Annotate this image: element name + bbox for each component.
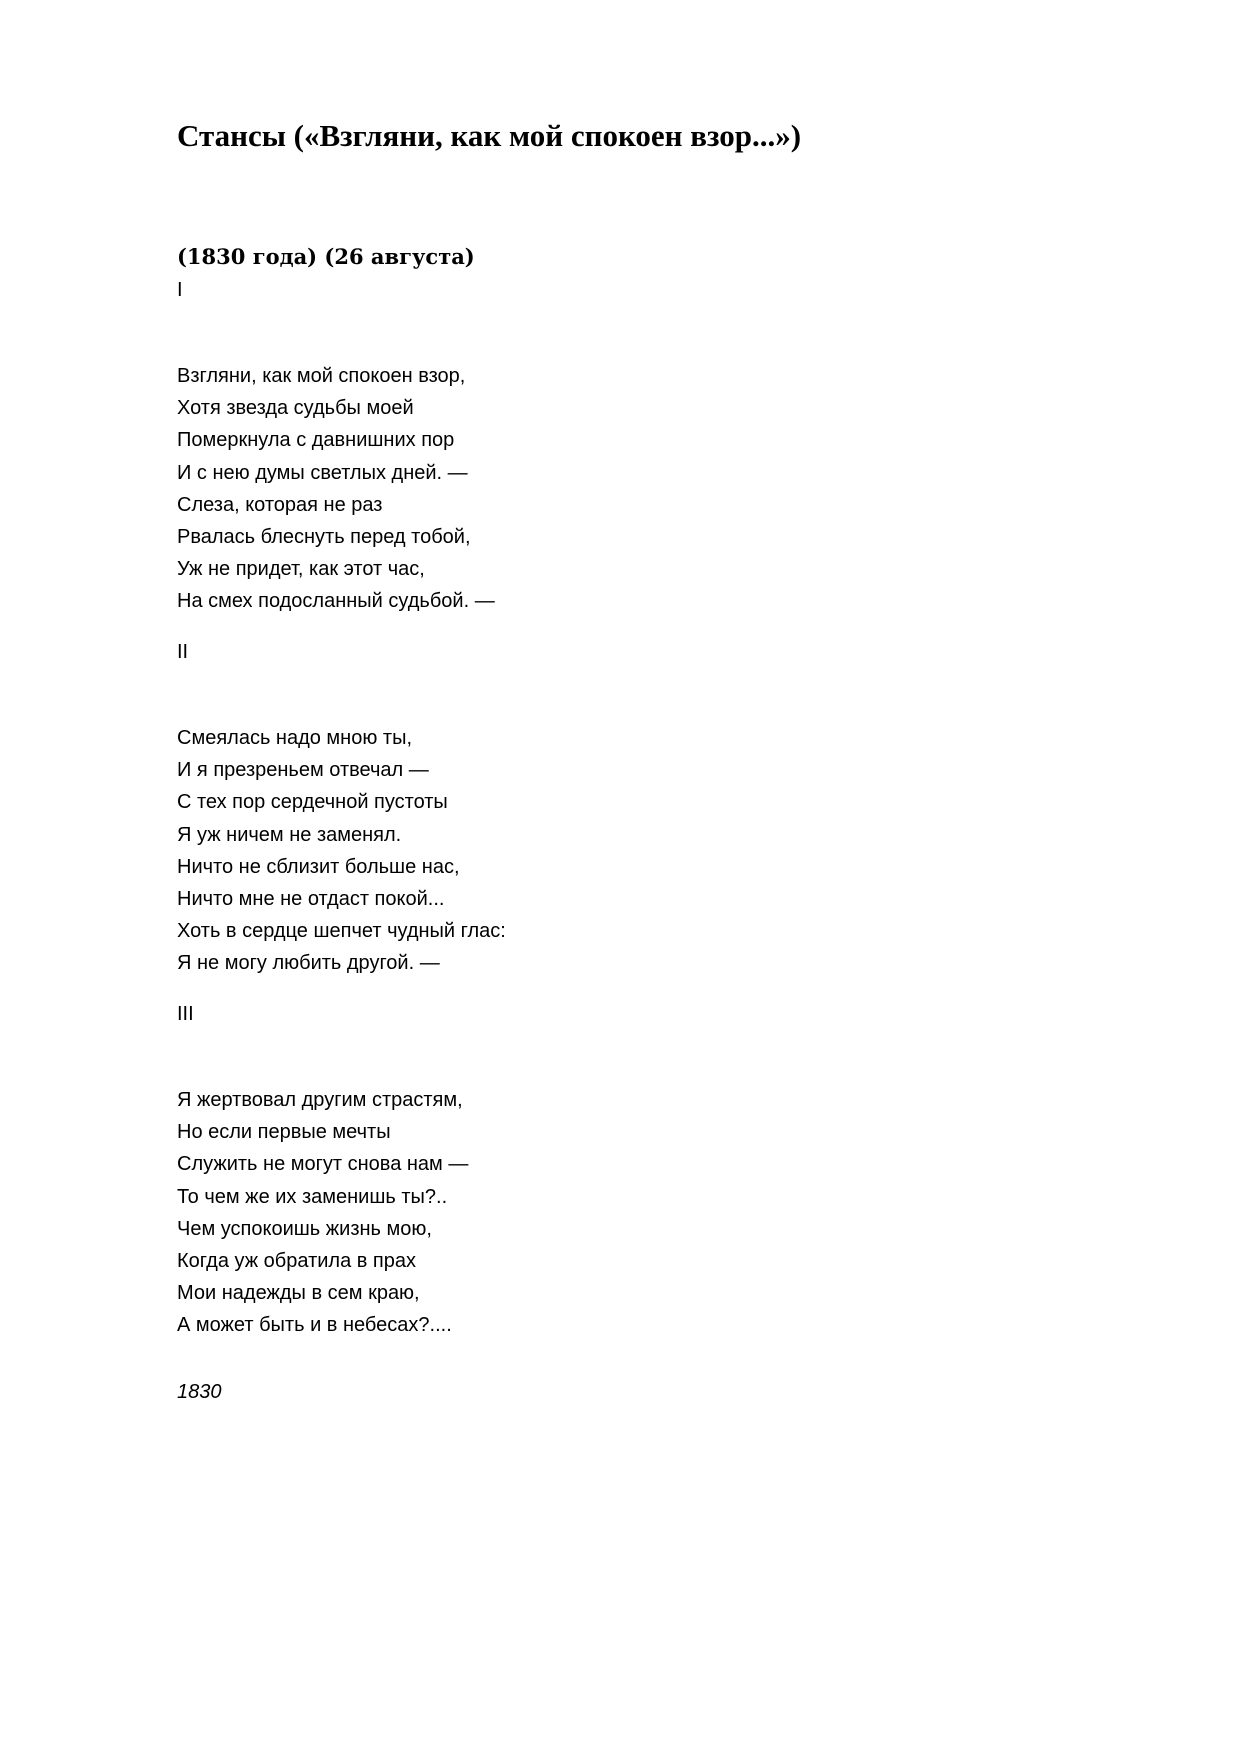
- verse-line: Померкнула с давнишних пор: [177, 429, 455, 452]
- verse-line: И с нею думы светлых дней. —: [177, 461, 468, 484]
- stanza-number-3: III: [177, 1003, 194, 1025]
- verse-line: Я не могу любить другой. —: [177, 952, 440, 975]
- verse-line: То чем же их заменишь ты?..: [177, 1185, 448, 1208]
- stanza-number-2: II: [177, 641, 189, 663]
- verse-line: Служить не могут снова нам —: [177, 1153, 469, 1176]
- stanza-1: [177, 361, 495, 619]
- poem-date: 1830: [177, 1381, 222, 1403]
- verse-line: Слеза, которая не раз: [177, 493, 383, 516]
- verse-line: Мои надежды в сем краю,: [177, 1282, 420, 1305]
- verse-line: Взгляни, как мой спокоен взор,: [177, 365, 466, 387]
- verse-line: С тех пор сердечной пустоты: [177, 791, 448, 814]
- verse-line: На смех подосланный судьбой. —: [177, 590, 495, 613]
- verse-line: А может быть и в небесах?....: [177, 1314, 452, 1337]
- verse-line: Рвалась блеснуть перед тобой,: [177, 525, 471, 548]
- poem-subtitle: (1830 года) (26 августа): [177, 244, 475, 269]
- verse-line: Я уж ничем не заменял.: [177, 823, 402, 846]
- stanza-2: [177, 723, 506, 981]
- verse-line: Ничто не сблизит больше нас,: [177, 855, 460, 878]
- verse-line: Но если первые мечты: [177, 1121, 391, 1144]
- verse-line: Хоть в сердце шепчет чудный глас:: [177, 920, 506, 943]
- verse-line: Хотя звезда судьбы моей: [177, 397, 414, 420]
- verse-line: Когда уж обратила в прах: [177, 1249, 417, 1272]
- verse-line: Чем успокоишь жизнь мою,: [177, 1217, 432, 1240]
- stanza-number-1: I: [177, 279, 183, 301]
- stanza-3: [177, 1085, 468, 1343]
- verse-line: Я жертвовал другим страстям,: [177, 1089, 463, 1111]
- verse-line: Ничто мне не отдаст покой...: [177, 887, 445, 910]
- verse-line: И я презреньем отвечал —: [177, 759, 429, 782]
- verse-line: Уж не придет, как этот час,: [177, 558, 425, 581]
- poem-title: Стансы («Взгляни, как мой спокоен взор...»): [177, 118, 802, 153]
- verse-line: Смеялась надо мною ты,: [177, 727, 412, 749]
